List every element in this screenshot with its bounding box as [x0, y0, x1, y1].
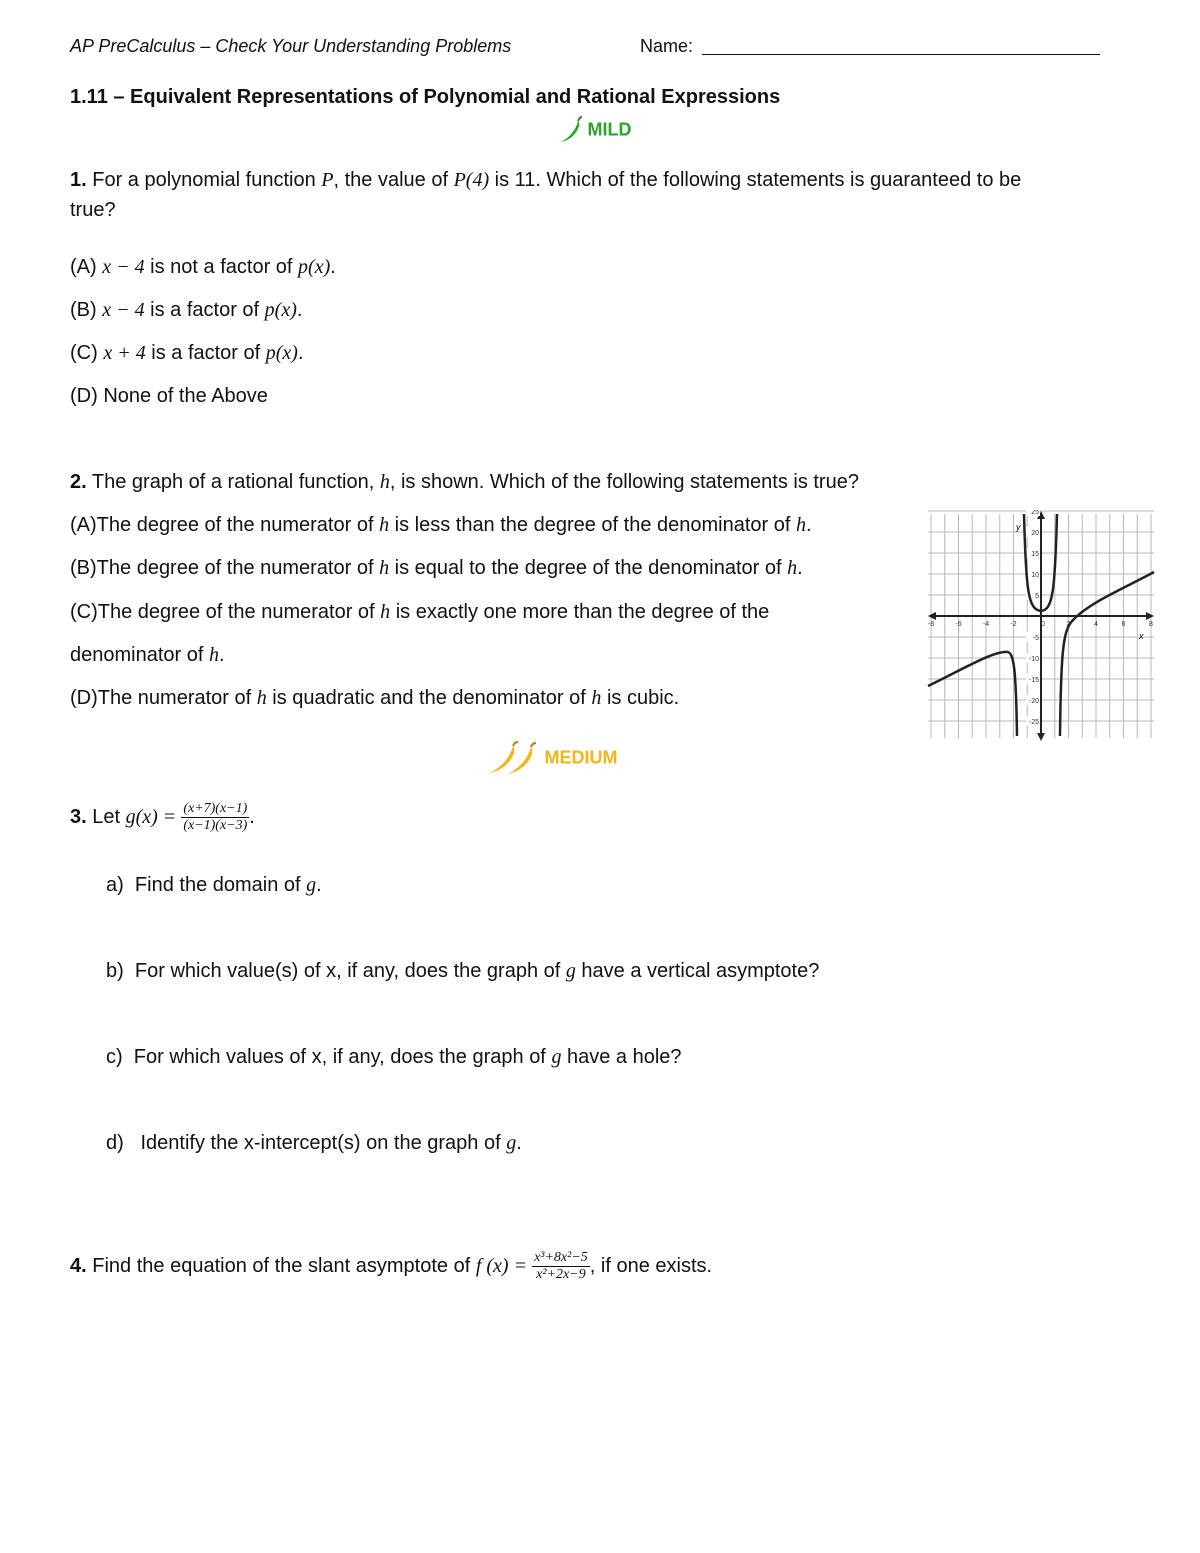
- choice-h: h: [787, 557, 798, 579]
- choice-text: The degree of the numerator of: [96, 514, 380, 536]
- x-tick-label: -6: [955, 621, 962, 628]
- x-tick-label: -4: [982, 621, 990, 628]
- q1-stem-line2: true?: [70, 199, 116, 221]
- choice-label: (D): [70, 385, 98, 407]
- q2-stem: [70, 470, 859, 494]
- q1-choice-c: [70, 341, 304, 365]
- choice-fn: p(x): [265, 342, 298, 364]
- part-end: have a hole?: [561, 1046, 682, 1068]
- q1-stem: [70, 168, 1021, 192]
- q1-choice-a: [70, 255, 336, 279]
- choice-text: is a factor of: [145, 342, 266, 364]
- choice-h: h: [208, 644, 219, 666]
- q4-fraction: [532, 1250, 590, 1283]
- q4-numerator: x³+8x²−5: [534, 1250, 588, 1266]
- x-tick-label: 0: [1041, 621, 1045, 628]
- choice-text-2: is less than the degree of the denominator of: [389, 514, 797, 536]
- choice-end: .: [806, 514, 812, 536]
- q1-stem-text: For a polynomial function: [92, 169, 322, 191]
- x-tick-label: 2: [1066, 621, 1071, 628]
- y-tick-label: -10: [1028, 656, 1039, 663]
- choice-label: (B): [70, 557, 97, 579]
- q3-part-d: [106, 1131, 522, 1155]
- q1-choice-b: [70, 298, 302, 322]
- part-fn: g: [551, 1046, 562, 1068]
- part-end: .: [316, 874, 322, 896]
- y-axis-arrow-down: [1037, 733, 1045, 741]
- q4-end: , if one exists.: [589, 1255, 713, 1277]
- q3-numerator: (x+7)(x−1): [183, 801, 248, 817]
- q2-h: h: [379, 471, 390, 493]
- choice-text: The degree of the numerator of: [96, 557, 380, 579]
- choice-end: .: [296, 299, 303, 321]
- choice-label: (A): [70, 256, 97, 278]
- choice-h: h: [591, 687, 602, 709]
- q4-denominator: x²+2x−9: [536, 1267, 586, 1283]
- q1-stem-text-2: , the value of: [333, 169, 454, 191]
- q3-fraction: [181, 801, 249, 834]
- curve-right-branch: [1060, 572, 1154, 736]
- medium-level: [488, 740, 617, 776]
- q2-choice-c-line2: [70, 643, 225, 667]
- q1-choice-d: [70, 384, 268, 408]
- q4-number: 4.: [70, 1255, 87, 1277]
- choice-text: is not a factor of: [144, 256, 299, 278]
- part-text: Find the domain of: [134, 874, 307, 896]
- y-tick-labels: [1026, 510, 1040, 726]
- y-tick-label: -15: [1028, 677, 1039, 684]
- choice-label: (C): [70, 342, 98, 364]
- choice-text-2: is quadratic and the denominator of: [266, 687, 592, 709]
- q3-number: 3.: [70, 806, 87, 828]
- part-text: For which values of x, if any, does the graph of: [133, 1046, 552, 1068]
- x-tick-label: 6: [1121, 621, 1126, 628]
- q3-end: .: [249, 806, 255, 828]
- q3-part-a: [106, 873, 322, 897]
- part-label: d): [106, 1132, 124, 1154]
- medium-label: MEDIUM: [544, 747, 618, 768]
- choice-text: is a factor of: [144, 299, 265, 321]
- y-tick-label: 25: [1031, 510, 1039, 516]
- y-tick-label: 15: [1031, 551, 1039, 558]
- q4-stem: [70, 1246, 712, 1286]
- y-tick-label: 10: [1031, 572, 1039, 579]
- choice-text-3: is cubic.: [601, 687, 680, 709]
- course-header: AP PreCalculus – Check Your Understanding Problems: [70, 36, 512, 56]
- choice-text: The degree of the numerator of: [97, 601, 381, 623]
- x-tick-label: 4: [1094, 621, 1098, 628]
- part-fn: g: [306, 874, 317, 896]
- q3-fn: g(x) =: [125, 806, 182, 828]
- choice-end: .: [218, 644, 225, 666]
- choice-h: h: [380, 601, 391, 623]
- q2-number: 2.: [70, 471, 87, 493]
- q2-stem-text-2: , is shown. Which of the following statements is true?: [389, 471, 859, 493]
- choice-fn: p(x): [264, 299, 297, 321]
- mild-label: MILD: [587, 119, 632, 140]
- q2-choice-a: [70, 513, 812, 537]
- choice-label: (A): [70, 514, 97, 536]
- q3-part-c: [106, 1045, 682, 1069]
- q3-denominator: (x−1)(x−3): [183, 818, 248, 834]
- x-tick-label: 8: [1149, 621, 1153, 628]
- name-blank-line: [702, 54, 1100, 55]
- x-axis-label: x: [1139, 631, 1144, 641]
- part-fn: g: [565, 960, 576, 982]
- q3-let: Let: [92, 806, 126, 828]
- y-tick-label: 5: [1035, 593, 1039, 600]
- mild-level: [557, 116, 631, 144]
- part-fn: g: [506, 1132, 517, 1154]
- part-end: .: [516, 1132, 522, 1154]
- q3-stem: [70, 797, 255, 837]
- q1-stem-text-3: is 11. Which of the following statements is guaranteed to be: [489, 169, 1022, 191]
- x-axis-arrow-right: [1146, 612, 1154, 620]
- q1-P: P: [321, 169, 334, 191]
- choice-text-2: is exactly one more than the degree of the: [390, 601, 770, 623]
- rational-function-graph: [925, 510, 1157, 742]
- choice-label: (B): [70, 299, 97, 321]
- choice-end: .: [330, 256, 336, 278]
- y-tick-label: -5: [1032, 635, 1039, 642]
- choice-h: h: [379, 557, 390, 579]
- q2-choice-d: [70, 686, 679, 710]
- choice-text-3: denominator of: [70, 644, 209, 666]
- y-tick-label: -20: [1028, 698, 1039, 705]
- q2-stem-text: The graph of a rational function,: [91, 471, 380, 493]
- x-axis-arrow-left: [928, 612, 936, 620]
- choice-text-2: is equal to the degree of the denominator of: [389, 557, 788, 579]
- choice-text: None of the Above: [103, 385, 268, 407]
- choice-end: .: [797, 557, 803, 579]
- choice-expr: x + 4: [103, 342, 146, 364]
- choice-fn: p(x): [298, 256, 331, 278]
- x-tick-labels: [928, 621, 1153, 628]
- part-text: Identify the x-intercept(s) on the graph of: [140, 1132, 507, 1154]
- q3-part-b: [106, 959, 819, 983]
- part-label: a): [106, 874, 124, 896]
- choice-text: The numerator of: [97, 687, 257, 709]
- choice-h: h: [379, 514, 390, 536]
- page-title: 1.11 – Equivalent Representations of Polynomial and Rational Expressions: [70, 86, 781, 108]
- choice-label: (C): [70, 601, 98, 623]
- part-label: b): [106, 960, 124, 982]
- q1-P4: P(4): [453, 169, 490, 191]
- x-tick-label: -8: [927, 621, 935, 628]
- y-axis-label: y: [1016, 522, 1021, 532]
- q2-choice-c: [70, 600, 769, 624]
- part-text: For which value(s) of x, if any, does the graph of: [134, 960, 566, 982]
- y-tick-label: 20: [1031, 530, 1039, 537]
- part-end: have a vertical asymptote?: [575, 960, 820, 982]
- q4-text: Find the equation of the slant asymptote of: [92, 1255, 476, 1277]
- choice-label: (D): [70, 687, 98, 709]
- choice-expr: x − 4: [102, 299, 145, 321]
- two-chili-peppers-icon: [488, 740, 540, 776]
- chili-pepper-icon: [557, 116, 583, 144]
- q2-choice-b: [70, 556, 803, 580]
- choice-expr: x − 4: [102, 256, 145, 278]
- name-label: Name:: [640, 36, 694, 56]
- choice-h: h: [256, 687, 267, 709]
- choice-end: .: [297, 342, 304, 364]
- part-label: c): [106, 1046, 123, 1068]
- choice-h: h: [796, 514, 807, 536]
- y-tick-label: -25: [1028, 719, 1039, 726]
- q1-number: 1.: [70, 169, 87, 191]
- q4-fn: f (x) =: [475, 1255, 533, 1277]
- x-tick-label: -2: [1010, 621, 1017, 628]
